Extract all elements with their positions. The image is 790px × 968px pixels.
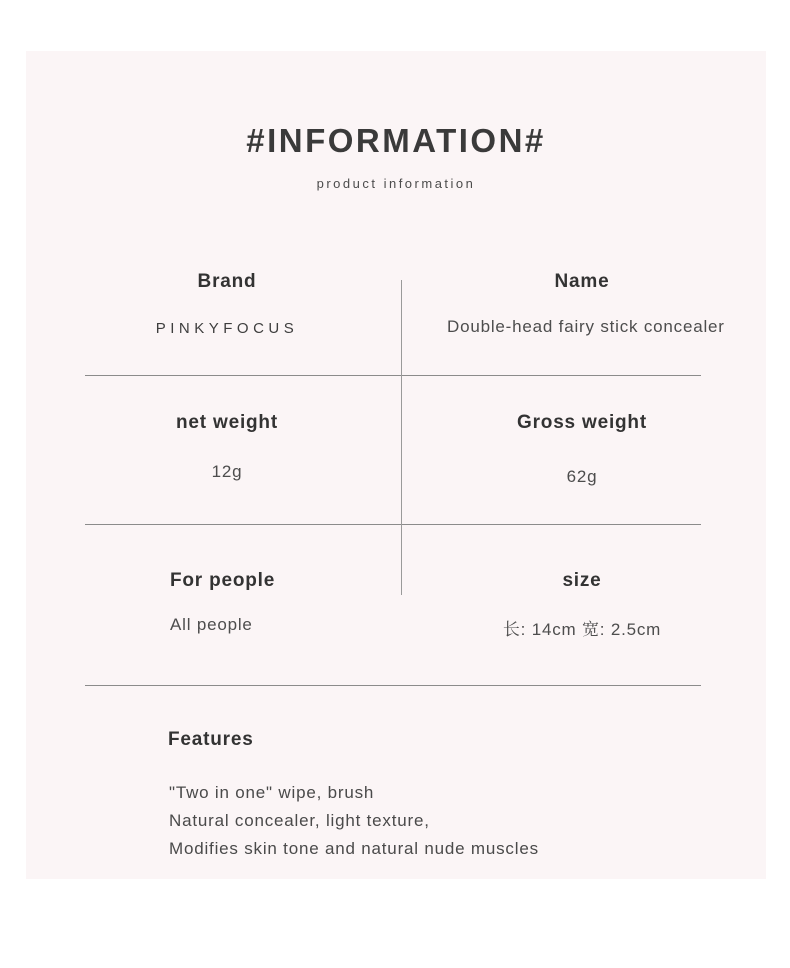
page-subtitle: product information xyxy=(316,176,476,191)
name-label: Name xyxy=(554,271,610,292)
name-value: Double-head fairy stick concealer xyxy=(447,317,725,336)
features-heading: Features xyxy=(168,729,254,750)
for-people-value: All people xyxy=(170,615,253,634)
row-divider xyxy=(85,375,701,376)
gross-weight-label: Gross weight xyxy=(517,412,647,433)
feature-line: "Two in one" wipe, brush xyxy=(169,783,375,802)
size-value: 长: 14cm 宽: 2.5cm xyxy=(502,620,662,639)
feature-line: Natural concealer, light texture, xyxy=(169,811,430,830)
brand-label: Brand xyxy=(197,271,257,292)
for-people-label: For people xyxy=(170,570,276,591)
brand-value: PINKYFOCUS xyxy=(155,320,299,337)
feature-line: Modifies skin tone and natural nude muscles xyxy=(169,839,539,858)
row-divider xyxy=(85,685,701,686)
net-weight-label: net weight xyxy=(176,412,278,433)
row-divider xyxy=(85,524,701,525)
gross-weight-value: 62g xyxy=(566,467,598,486)
net-weight-value: 12g xyxy=(211,462,243,481)
column-divider xyxy=(401,280,402,595)
features-list xyxy=(169,779,539,863)
page-title: #INFORMATION# xyxy=(246,122,546,159)
size-label: size xyxy=(562,570,602,591)
